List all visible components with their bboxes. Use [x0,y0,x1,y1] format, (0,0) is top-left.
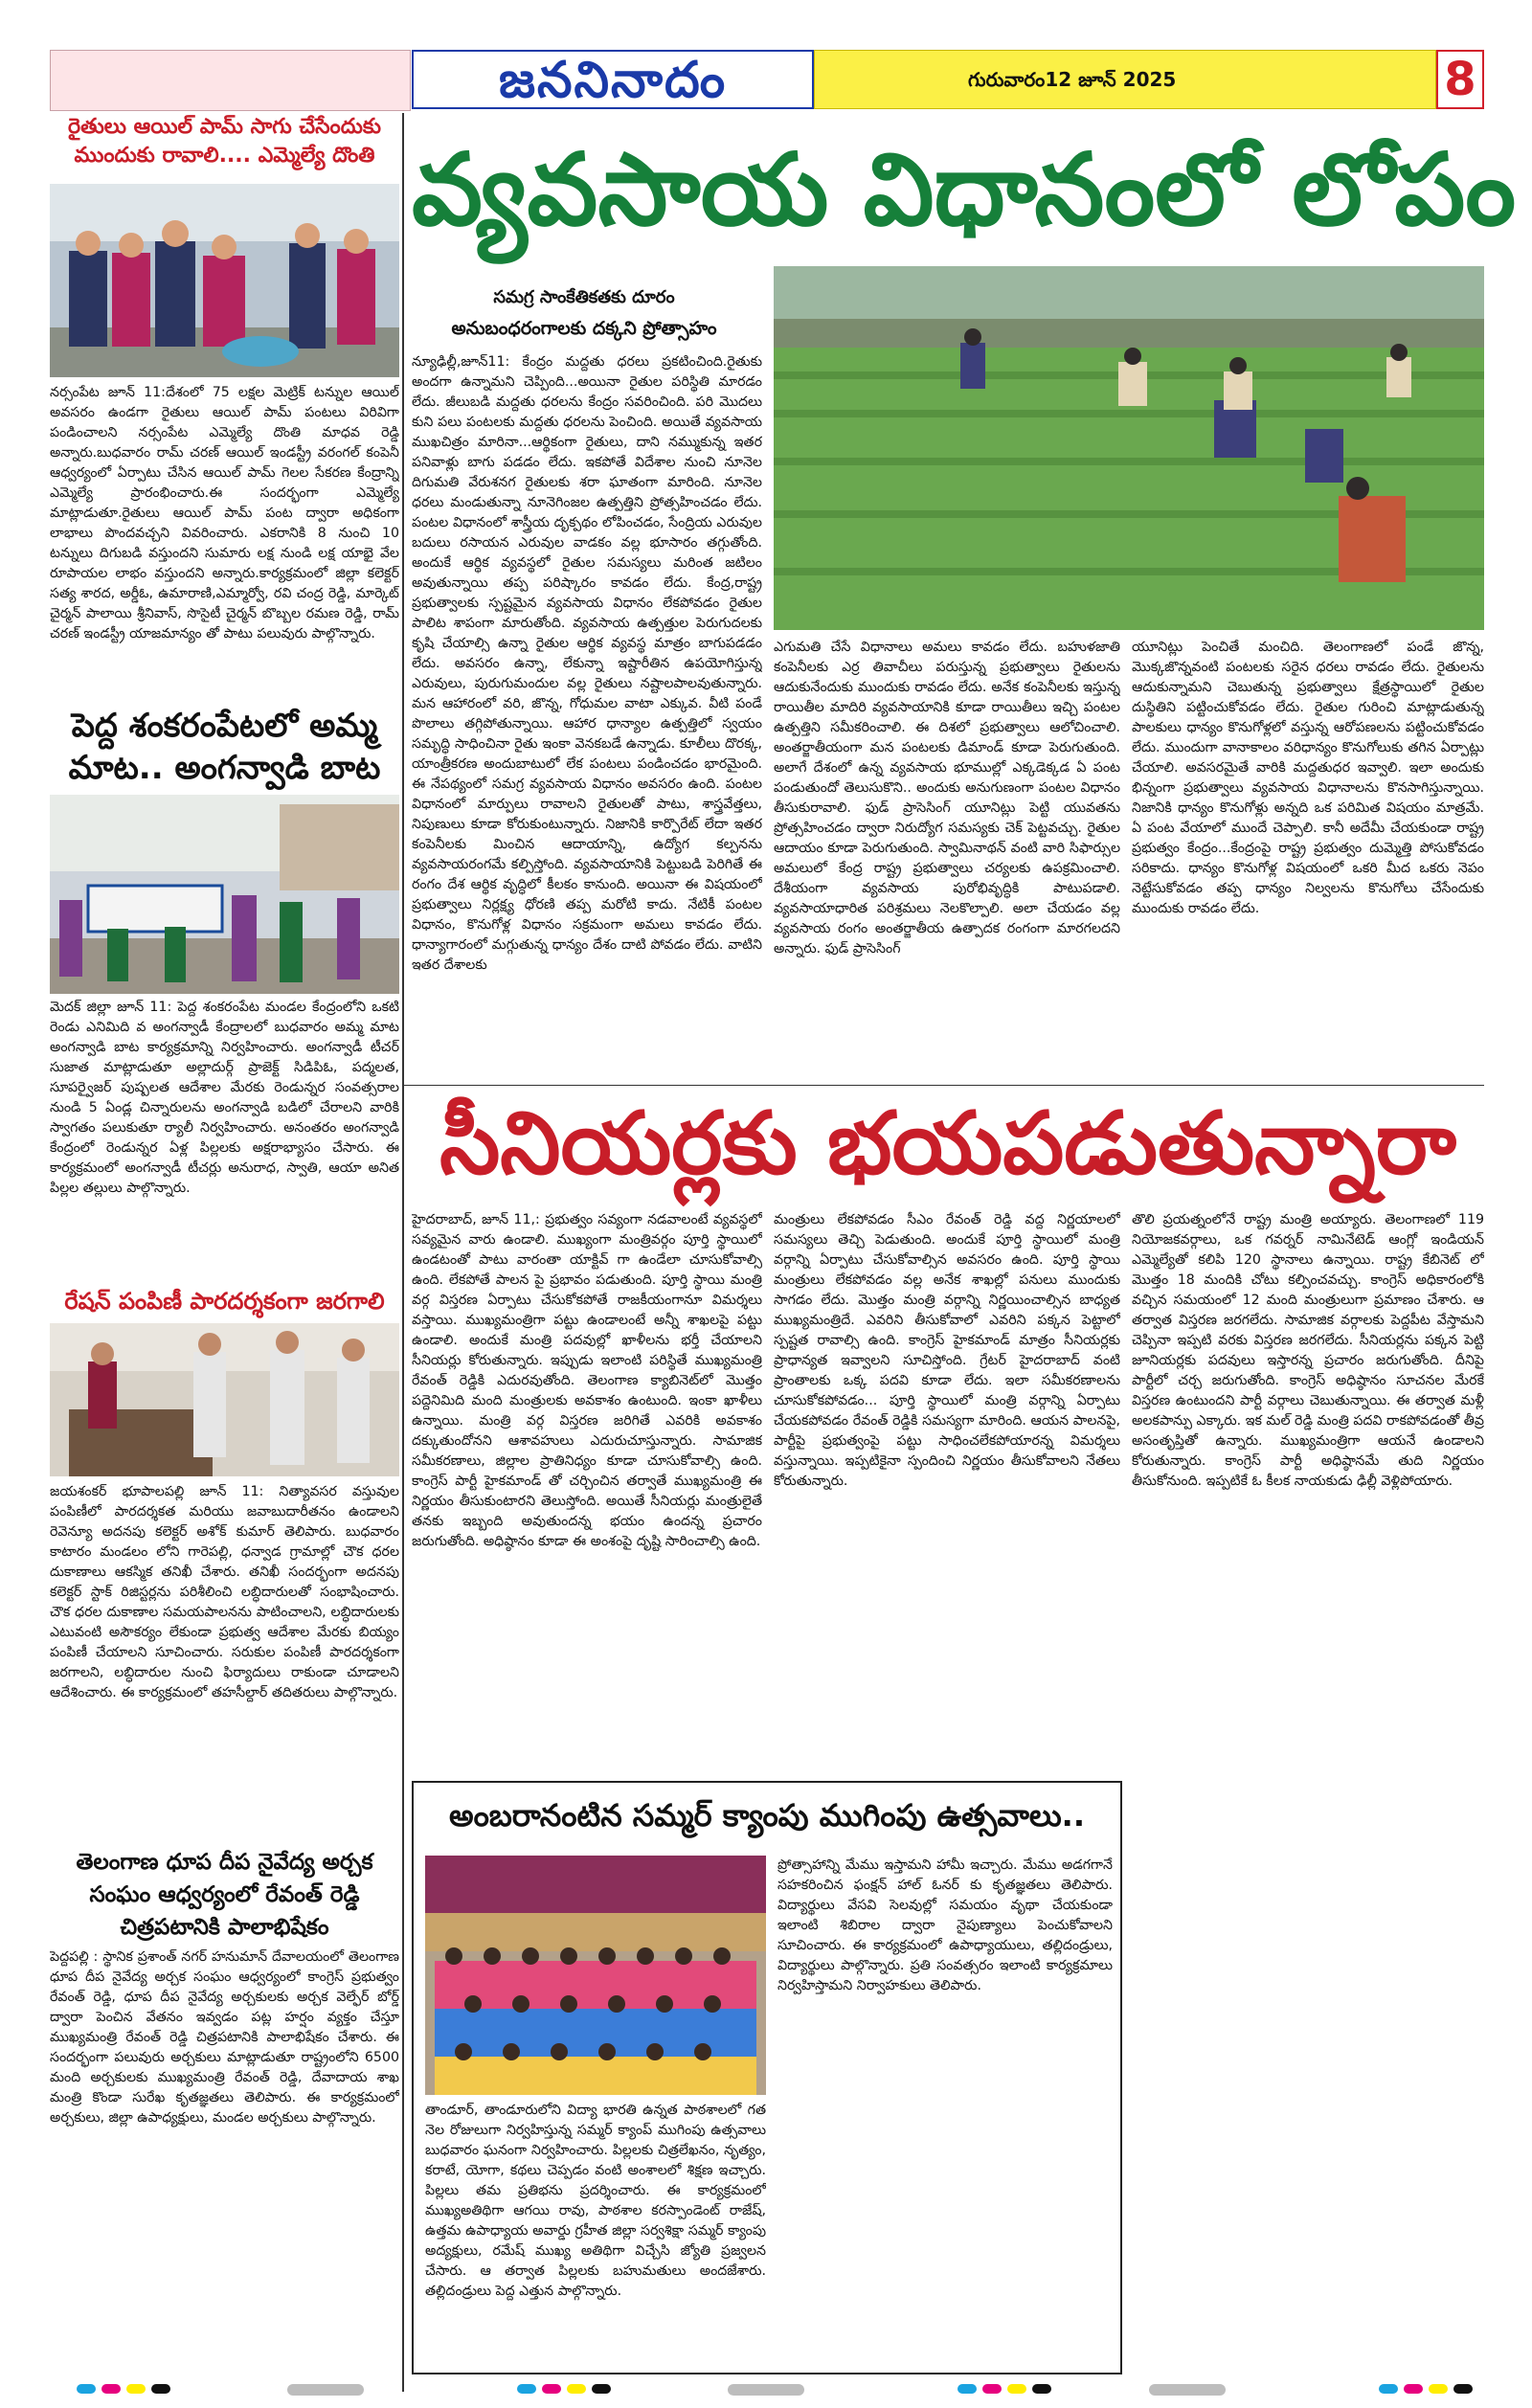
lead-kicker-2: అనుబంధరంగాలకు దక్కని ప్రోత్సాహం [451,318,717,339]
story4-headline: తెలంగాణ ధూప దీప నైవేద్య అర్చక సంఘం ఆధ్వర్యంలో రేవంత్ రెడ్డి చిత్రపటానికి పాలాభిషేకం [76,1850,373,1940]
summer-camp-box [412,1781,1122,2374]
story2-headline: పెద్ద శంకరంపేటలో అమ్మ మాట.. అంగన్వాడి బాట [68,707,381,787]
story4-body: పెద్దపల్లి : స్థానిక ప్రశాంత్ నగర్ హనుమాన్ దేవాలయంలో తెలంగాణ ధూప దీప నైవేద్య అర్చక సంఘం ఆధ్వర్యంలో కాంగ్రెస్ ప్రభుత్వం రేవంత్ రెడ్డి, ధూప దీప నైవేద్య అర్చకులకు అర్చక వెల్ఫేర్ బోర్డ్ ద్వారా పెంచిన వేతనం ఇవ్వడం పట్ల హర్షం వ్యక్తం చేస్తూ ముఖ్యమంత్రి రేవంత్ రెడ్డి చిత్రపటానికి పాలాభిషేకం చేశారు. ఈ సందర్భంగా పలువురు అర్చకులు మాట్లాడుతూ రాష్ట్రంలోని 6500 మంది అర్చకులకు ముఖ్యమంత్రి రేవంత్ రెడ్డి, దేవాదాయ శాఖ మంత్రి కొండా సురేఖ కృతజ్ఞతలు తెలిపారు. ఈ కార్యక్రమంలో అర్చకులు, జిల్లా ఉపాధ్యక్షులు, మండల అర్చకులు పాల్గొన్నారు. [50,1949,399,2126]
second-body-col3: తొలి ప్రయత్నంలోనే రాష్ట్ర మంత్రి అయ్యారు. తెలంగాణలో 119 నియోజకవర్గాలు, ఒక గవర్నర్ నామినేటెడ్ ఆంగ్లో ఇండియన్ ఎమ్మెల్యేతో కలిపి 120 స్థానాలు ఉన్నాయి. రాష్ట్ర కేబినెట్ లో మొత్తం 18 మందికి చోటు కల్పించవచ్చు. కాంగ్రెస్ అధికారంలోకి వచ్చిన సమయంలో 12 మంది మంత్రులుగా ప్రమాణం చేశారు. ఆ తర్వాత విస్తరణ జరగలేదు. సామాజిక వర్గాలకు పెద్దపీట వేస్తామని చెప్పినా ఇప్పటి వరకు విస్తరణ జరగలేదు. సీనియర్లను పక్కన పెట్టి జూనియర్లకు పదవులు ఇస్తారన్న ప్రచారం జరుగుతోంది. దీనిపై పార్టీలో చర్చ జరుగుతోంది. కాంగ్రెస్ అధిష్ఠానం సూచనల మేరకే విస్తరణ ఉంటుందని పార్టీ వర్గాలు చెబుతున్నాయి. ఈ తర్వాత మళ్లీ అలకపాన్పు ఎక్కారు. ఇక మల్ రెడ్డి మంత్రి పదవి రాకపోవడంతో తీవ్ర అసంతృప్తితో ఉన్నారు. ముఖ్యమంత్రిగా ఆయనే ఉండాలని కోరుతున్నారు. కాంగ్రెస్ పార్టీ అధిష్ఠానమే తుది నిర్ణయం తీసుకోనుంది. ఇప్పటికే ఓ కీలక నాయకుడు ఢిల్లీ వెళ్లిపోయారు. [1132,1212,1484,1489]
registration-bar [728,2384,804,2396]
summer-camp-group-photo [425,1856,766,2095]
story1-body: నర్సంపేట జూన్ 11:దేశంలో 75 లక్షల మెట్రిక్ టన్నుల ఆయిల్ అవసరం ఉండగా రైతులు ఆయిల్ పామ్ పంటలు విరివిగా పండించాలని నర్సంపేట ఎమ్మెల్యే దొంతి మాధవ రెడ్డి అన్నారు.బుధవారం రామ్ చరణ్ ఆయిల్ ఇండస్ట్రీ వరంగల్ కంపెనీ ఆధ్వర్యంలో ఏర్పాటు చేసిన ఆయిల్ పామ్ గెలల సేకరణ కేంద్రాన్ని ఎమ్మెల్యే ప్రారంభించారు.ఈ సందర్భంగా ఎమ్మెల్యే మాట్లాడుతూ.రైతులు ఆయిల్ పామ్ పంట ద్వారా అధికంగా లాభాలు పొందవచ్చని వివరించారు. ఎకరానికి 8 నుంచి 10 టన్నులు దిగుబడి వస్తుందని సుమారు లక్ష నుండి లక్ష యాభై వేల రూపాయల లాభం వస్తుందని అన్నారు.కార్యక్రమంలో జిల్లా కలెక్టర్ సత్య శారద, అర్డీఓ, ఉమారాణి,ఎమ్మార్వో, రవి చంద్ర రెడ్డి, మార్కెట్ చైర్మన్ పాలాయి శ్రీనివాస్, సొసైటీ చైర్మన్ బొబ్బల రమణ రెడ్డి, రామ్ చరణ్ ఇండస్ట్రీ యాజమాన్యం తో పాటు పలువురు పాల్గొన్నారు. [50,385,399,641]
summer-camp-body-right: ప్రోత్సాహాన్ని మేము ఇస్తామని హామీ ఇచ్చారు. మేము అడగగానే సహకరించిన ఫంక్షన్ హాల్ ఓనర్ కు కృతజ్ఞతలు తెలిపారు. విద్యార్థులు వేసవి సెలవుల్లో సమయం వృథా చేయకుండా ఇలాంటి శిబిరాల ద్వారా నైపుణ్యాలు పెంచుకోవాలని సూచించారు. ఈ కార్యక్రమంలో ఉపాధ్యాయులు, తల్లిదండ్రులు, విద్యార్థులు పాల్గొన్నారు. ప్రతి సంవత్సరం ఇలాంటి కార్యక్రమాలు నిర్వహిస్తామని నిర్వాహకులు తెలిపారు. [777,1857,1113,1993]
summer-camp-body-left: తాండూర్, తాండూరులోని విద్యా భారతి ఉన్నత పాఠశాలలో గత నెల రోజులుగా నిర్వహిస్తున్న సమ్మర్ క్యాంప్ ముగింపు ఉత్సవాలు బుధవారం ఘనంగా నిర్వహించారు. పిల్లలకు చిత్రలేఖనం, నృత్యం, కరాటే, యోగా, కథలు చెప్పడం వంటి అంశాలలో శిక్షణ ఇచ్చారు. పిల్లలు తమ ప్రతిభను ప్రదర్శించారు. ఈ కార్యక్రమంలో ముఖ్యఅతిథిగా ఆగయి రావు, పాఠశాల కరస్పాండెంట్ రాజేష్, ఉత్తమ ఉపాధ్యాయ అవార్డు గ్రహీత జిల్లా సర్వశిక్షా సమ్మర్ క్యాంపు అద్యక్షులు, రమేష్ ముఖ్య అతిథిగా విచ్చేసి జ్యోతి ప్రజ్వలన చేసారు. ఆ తర్వాత పిల్లలకు బహుమతులు అందజేశారు. తల్లిదండ్రులు పెద్ద ఎత్తున పాల్గొన్నారు. [425,2103,766,2299]
masthead-ad-box [50,50,411,111]
paddy-field-photo [774,266,1484,630]
column-divider [402,113,404,2392]
story3-body: జయశంకర్ భూపాలపల్లి జూన్ 11: నిత్యావసర వస్తువుల పంపిణీలో పారదర్శకత మరియు జవాబుదారీతనం ఉండాలని రెవెన్యూ అదనపు కలెక్టర్ అశోక్ కుమార్ తెలిపారు. బుధవారం కాటారం మండలం లోని గారెపల్లి, ధన్వాడ గ్రామాల్లో చౌక ధరల దుకాణాలు ఆకస్మిక తనిఖీ చేశారు. తనిఖీ సందర్భంగా అదనపు కలెక్టర్ స్టాక్ రిజిస్టర్లను పరిశీలించి లబ్ధిదారులతో సంభాషించారు. చౌక ధరల దుకాణాల సమయపాలనను పాటించాలని, లబ్ధిదారులకు ఎటువంటి అసౌకర్యం లేకుండా ప్రభుత్వ ఆదేశాల మేరకు బియ్యం పంపిణీ చేయాలని సూచించారు. సరుకుల పంపిణీ పారదర్శకంగా జరగాలని, లబ్ధిదారుల నుంచి ఫిర్యాదులు రాకుండా చూడాలని ఆదేశించారు. ఈ కార్యక్రమంలో తహసీల్దార్ తదితరులు పాల్గొన్నారు. [50,1484,399,1700]
story1-headline: రైతులు ఆయిల్ పామ్ సాగు చేసేందుకు ముందుకు రావాలి.... ఎమ్మెల్యే దొంతి [68,115,381,168]
story2-body: మెదక్ జిల్లా జూన్ 11: పెద్ద శంకరంపేట మండల కేంద్రంలోని ఒకటి రెండు ఎనిమిది వ అంగన్వాడీ కేంద్రాలలో బుధవారం అమ్మ మాట అంగన్వాడి బాట కార్యక్రమాన్ని నిర్వహించారు. అంగన్వాడీ టీచర్ సుజాత మాట్లాడుతూ అల్లాదుర్గ్ ప్రాజెక్ట్ సిడిపిఓ, పద్మలత, సూపర్వైజర్ పుష్పలత ఆదేశాల మేరకు రెండున్నర సంవత్సరాల నుండి 5 ఏండ్ల చిన్నారులను అంగన్వాడి బడిలో చేరాలని వారికి స్వాగతం పలుకుతూ ర్యాలీ నిర్వహించారు. అనంతరం అంగన్వాడి కేంద్రంలో రెండున్నర ఏళ్ల పిల్లలకు అక్షరాభ్యాసం చేసారు. ఈ కార్యక్రమంలో అంగన్వాడీ టీచర్లు అనురాధ, స్వాతి, ఆయా అనిత పిల్లల తల్లులు పాల్గొన్నారు. [50,1000,399,1196]
anganwadi-rally-photo [50,795,399,994]
oil-palm-photo [50,184,399,377]
lead-body-col1: న్యూఢిల్లీ,జూన్11: కేంద్రం మద్దతు ధరలు ప్రకటించింది.రైతుకు అందగా ఉన్నామని చెప్పింది...అయినా రైతుల పరిస్థితి మారడం లేదు. జీలుబడి మద్దతు ధరలను కేంద్రం సవరించింది. పరి మొదలు కుని పలు పంటలకు మద్దతు ధరలను పెంచింది. అయితే వ్యవసాయ ముఖచిత్రం మారినా...ఆర్థికంగా రైతులు, దాని నమ్ముకున్న ఇతర పనివాళ్లు బాగు పడడం లేదు. ఇకపోతే విదేశాల నుంచి నూనెల దిగుమతి వేరుశనగ రైతులకు శరా ఘాతంగా మారింది. నూనెల ధరలు మండుతున్నా నూనెగింజల ఉత్పత్తిని ప్రోత్సహించడం లేదు. పంటల విధానంలో శాస్త్రీయ దృక్పథం లోపించడం, సేంద్రియ ఎరువుల బదులు రసాయన ఎరువుల వాడకం వల్ల భూసారం తగ్గుతోంది. అందుకే ఆర్థిక వ్యవస్థలో రైతుల సమస్యలు మరింత జటిలం అవుతున్నాయి తప్ప పరిష్కారం కావడం లేదు. కేంద్ర,రాష్ట్ర ప్రభుత్వాలకు స్పష్టమైన వ్యవసాయ విధానం లేకపోవడం రైతుల పాలిట శాపంగా మారుతోంది. వ్యవసాయ ఉత్పత్తుల పెరుగుదలకు కృషి చేయాల్సి ఉన్నా రైతుల ఆర్థిక వ్యవస్థ మాత్రం బాగుపడడం లేదు. అవసరం ఉన్నా, లేకున్నా ఇష్టారీతిన ఉపయోగిస్తున్న ఎరువులు, పురుగుమందుల వల్ల రైతులు నష్టాలపాలవుతున్నారు. మన ఆహారంలో వరి, జొన్న, గోధుమల వాటా ఎక్కువ. వీటి పండే పొలాలు తగ్గిపోతున్నాయి. ఆహార ధాన్యాల ఉత్పత్తిలో స్వయం సమృద్ధి సాధించినా రైతు ఇంకా వెనకబడే ఉన్నాడు. కూలీలు దొరక్క, యాంత్రీకరణ అందుబాటులో లేక పంటలు పండించడం భారమైంది. ఈ నేపథ్యంలో సమగ్ర వ్యవసాయ విధానం అవసరం ఉంది. పంటల విధానంలో మార్పులు రావాలని రైతులతో పాటు, శాస్త్రవేత్తలు, నిపుణులు కూడా కోరుకుంటున్నారు. నిజానికి కార్పొరేట్ లేదా ఇతర కంపెనీలకు మించిన ఆదాయాన్ని, ఉద్యోగ కల్పనను వ్యవసాయరంగమే కల్పిస్తోంది. వ్యవసాయానికి పెట్టుబడి పెరిగితే ఈ రంగం దేశ ఆర్థిక వృద్ధిలో కీలకం కానుంది. అయినా ఈ విషయంలో ప్రభుత్వాలు నిర్లక్ష్య ధోరణి తప్ప మరోటి కాదు. నేటికీ పంటల విధానం, కొనుగోళ్ల విధానం సక్రమంగా అమలు కావడం లేదు. ధాన్యాగారంలో మగ్గుతున్న ధాన్యం దేశం దాటి పోవడం లేదు. వాటిని ఇతర దేశాలకు [412,354,762,973]
ration-inspection-photo [50,1323,399,1476]
lead-body-col3: యూనిట్లు పెంచితే మంచిది. తెలంగాణలో పండే జొన్న, మొక్కజొన్నవంటి పంటలకు సరైన ధరలు రావడం లేదు. రైతులను ఆదుకున్నామని చెబుతున్న ప్రభుత్వాలు క్షేత్రస్థాయిలో రైతుల దుస్థితిని పట్టించుకోవడం లేదు. రైతుల గురించి మాట్లాడుతున్న పాలకులు ధాన్యం కొనుగోళ్లలో వస్తున్న ఆరోపణలను పట్టించుకోవడం లేదు. ముందుగా వానాకాలం వరిధాన్యం కొనుగోలుకు తగిన ఏర్పాట్లు చేయాలి. అవసరమైతే వారికి మద్దతుధర ఇవ్వాలి. ఇలా అందుకు భిన్నంగా ప్రభుత్వాలు వ్యవసాయ విధానాలను కొనసాగిస్తున్నాయి. నిజానికి ధాన్యం కొనుగోళ్లు అన్నది ఒక పరిమిత విషయం మాత్రమే. ఏ పంట వేయాలో ముందే చెప్పాలి. కానీ అదేమీ చేయకుండా రాష్ట్ర ప్రభుత్వం కేంద్రం...కేంద్రంపై రాష్ట్ర ప్రభుత్వం దుమ్మెత్తి పోసుకోవడం సరికాదు. ధాన్యం కొనుగోళ్ల విషయంలో ఒకరి మీద ఒకరు నెపం నెట్టేసుకోవడం తప్ప ధాన్యం నిల్వలను కొనుగోలు చేసేందుకు ముందుకు రావడం లేదు. [1132,640,1484,916]
color-registration-marks [77,2384,170,2394]
second-headline: సీనియర్లకు భయపడుతున్నారా [439,1093,1456,1194]
registration-bar [287,2384,364,2396]
second-body-col1: హైదరాబాద్, జూన్ 11,: ప్రభుత్వం సవ్యంగా నడవాలంటే వ్యవస్థలో సవ్యమైన వారు ఉండాలి. ముఖ్యంగా మంత్రివర్గం పూర్తి స్థాయిలో ఉండటంతో పాటు వారంతా యాక్టివ్ గా ఉండేలా చూసుకోవాల్సి ఉంది. లేకపోతే పాలన పై ప్రభావం పడుతుంది. పూర్తి స్థాయి మంత్రి వర్గ విస్తరణ ఏర్పాటు చేసుకోకపోతే రాజకీయంగానూ విమర్శలు వస్తాయి. ముఖ్యమంత్రిగా పట్టు ఉండాలంటే అన్నీ శాఖలపై పట్టు ఉండాలి. అందుకే మంత్రి పదవుల్లో ఖాళీలను భర్తీ చేయాలని సీనియర్లు కోరుతున్నారు. ఇప్పుడు ఇలాంటి పరిస్థితే ముఖ్యమంత్రి రేవంత్ రెడ్డికి ఎదురవుతోంది. తెలంగాణ క్యాబినెట్‌లో మొత్తం పద్దెనిమిది మంది మంత్రులకు అవకాశం ఉంటుంది. ఇంకా ఖాళీలు ఉన్నాయి. మంత్రి వర్గ విస్తరణ జరిగితే ఎవరికి అవకాశం దక్కుతుందోనని ఆశావహులు ఎదురుచూస్తున్నారు. సామాజిక సమీకరణాలు, జిల్లాల ప్రాతినిధ్యం కూడా చూసుకోవాల్సి ఉంది. కాంగ్రెస్ పార్టీ హైకమాండ్ తో చర్చించిన తర్వాతే ముఖ్యమంత్రి ఈ నిర్ణయం తీసుకుంటారని తెలుస్తోంది. అయితే సీనియర్లు మంత్రులైతే తనకు ఇబ్బంది అవుతుందన్న భయం ఉందన్న ప్రచారం జరుగుతోంది. అధిష్ఠానం కూడా ఈ అంశంపై దృష్టి సారించాల్సి ఉంది. [412,1212,762,1549]
section-divider [404,1085,1484,1086]
color-registration-marks [958,2384,1051,2394]
page-number: 8 [1436,50,1484,109]
registration-bar [1149,2384,1226,2396]
second-body-col2: మంత్రులు లేకపోవడం సీఎం రేవంత్ రెడ్డి వద్ద నిర్ణయాలలో సమస్యలు తెచ్చి పెడుతుంది. అందుకే పూర్తి స్థాయిలో మంత్రి వర్గాన్ని ఏర్పాటు చేసుకోవాల్సిన అవసరం ఉంది. పూర్తి స్థాయి మంత్రులు లేకపోవడం వల్ల అనేక శాఖల్లో పనులు ముందుకు సాగడం లేదు. మొత్తం మంత్రి వర్గాన్ని నిర్ణయించాల్సిన బాధ్యత ముఖ్యమంత్రిదే. ఎవరిని తీసుకోవాలో ఎవరిని పక్కన పెట్టాలో స్పష్టత రావాల్సి ఉంది. కాంగ్రెస్ హైకమాండ్ మాత్రం సీనియర్లకు ప్రాధాన్యత ఇవ్వాలని సూచిస్తోంది. గ్రేటర్ హైదరాబాద్ వంటి ప్రాంతాలకు ఒక్క పదవి కూడా లేదు. ఇలా సమీకరణాలను చూసుకోకపోవడం... పూర్తి స్థాయిలో మంత్రి వర్గాన్ని ఏర్పాటు చేయకపోవడం రేవంత్ రెడ్డికి సమస్యగా మారింది. ఆయన పాలనపై, పార్టీపై ప్రభుత్వంపై పట్టు సాధించలేకపోయారన్న విమర్శలు వస్తున్నాయి. ఇప్పటికైనా స్పందించి నిర్ణయం తీసుకోవాలని నేతలు కోరుతున్నారు. [774,1212,1120,1489]
lead-headline: వ్యవసాయ విధానంలో లోపం [412,131,1517,248]
summer-camp-headline: అంబరానంటిన సమ్మర్ క్యాంపు ముగింపు ఉత్సవాలు.. [448,1797,1085,1834]
story3-headline: రేషన్ పంపిణీ పారదర్శకంగా జరగాలి [50,1285,399,1317]
issue-date: గురువారం12 జూన్ 2025 [814,50,1436,109]
color-registration-marks [517,2384,611,2394]
newspaper-logo: జననినాదం [412,50,814,109]
color-registration-marks [1379,2384,1473,2394]
lead-kicker-1: సమగ్ర సాంకేతికతకు దూరం [493,287,675,307]
lead-body-col2: ఎగుమతి చేసే విధానాలు అమలు కావడం లేదు. బహుళజాతి కంపెనీలకు ఎర్ర తివాచీలు పరుస్తున్న ప్రభుత్వాలు రైతులను ఆదుకునేందుకు ముందుకు రావడం లేదు. అనేక కంపెనీలకు ఇస్తున్న రాయితీల మాదిరి వ్యవసాయానికి కూడా రాయితీలు ఇచ్చి పంటల ఉత్పత్తిని సమీకరించాలి. ఈ దిశలో ప్రభుత్వాలు ఆలోచించాలి. అంతర్జాతీయంగా మన పంటలకు డిమాండ్ కూడా పెరుగుతుంది. అలాగే దేశంలో ఉన్న వ్యవసాయ భూముల్లో ఎక్కడెక్కడ ఏ పంట పండుతుందో తెలుసుకొని.. అందుకు అనుగుణంగా పంటల విధానం తీసుకురావాలి. ఫుడ్ ప్రాసెసింగ్ యూనిట్లు పెట్టి యువతను ప్రోత్సహించడం ద్వారా నిరుద్యోగ సమస్యకు చెక్ పెట్టవచ్చు. రైతుల ఆదాయం కూడా పెరుగుతుంది. స్వామినాథన్ వంటి వారి సిఫార్సుల అమలులో కేంద్ర రాష్ట్ర ప్రభుత్వాలు చర్యలకు ఉపక్రమించాలి. దేశీయంగా వ్యవసాయ పురోభివృద్ధికి పాటుపడాలి. వ్యవసాయాధారిత పరిశ్రమలు నెలకొల్పాలి. అలా చేయడం వల్ల వ్యవసాయ రంగం అంతర్జాతీయ ఉత్పాదక రంగంగా మారగలదని అన్నారు. ఫుడ్ ప్రాసెసింగ్ [774,640,1120,956]
